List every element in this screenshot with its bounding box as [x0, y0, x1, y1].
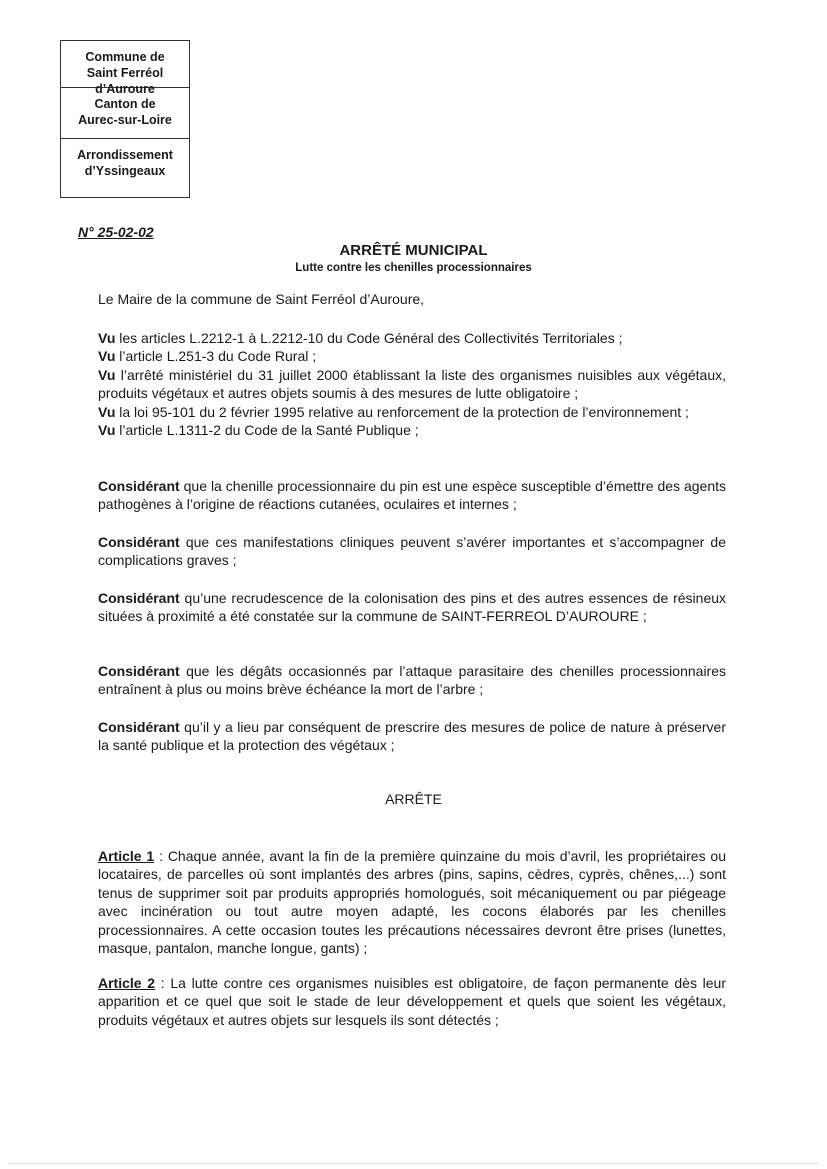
- article-paragraph: [98, 847, 726, 957]
- considerant-text: que ces manifestations cliniques peuvent s’avérer importantes et s’accompagner de complications graves ;: [98, 534, 727, 569]
- canton-cell: Canton de Aurec-sur-Loire: [61, 88, 189, 139]
- document-title: ARRÊTÉ MUNICIPAL: [339, 242, 488, 259]
- administrative-header-box: [60, 40, 190, 198]
- vu-item: [98, 403, 726, 421]
- vu-item: [98, 347, 726, 365]
- article-label: Article 1: [98, 848, 155, 864]
- considerant-paragraph: [98, 662, 726, 699]
- article-label: Article 2: [98, 975, 156, 991]
- considerant-keyword: Considérant: [98, 719, 180, 735]
- considerant-paragraph: [98, 477, 726, 514]
- considerant-keyword: Considérant: [98, 590, 180, 606]
- vu-keyword: Vu: [98, 330, 116, 346]
- vu-item: [98, 329, 726, 347]
- arrondissement-cell: Arrondissement d’Yssingeaux: [77, 148, 173, 178]
- vu-item: [98, 421, 726, 439]
- vu-text: l’arrêté ministériel du 31 juillet 2000 établissant la liste des organismes nuisibles aux végétaux, produits végétaux et autres objets soumis à des mesures de lutte obligatoire ;: [98, 366, 727, 402]
- vu-keyword: Vu: [98, 366, 116, 383]
- considerant-keyword: Considérant: [98, 478, 180, 494]
- vu-keyword: Vu: [98, 422, 116, 439]
- article-paragraph: [98, 974, 726, 1029]
- article-text: La lutte contre ces organismes nuisibles est obligatoire, de façon permanente dès leur apparition et ce quel que soit le stade de leur développement et quels que soient les végétaux, produits végétaux et autres objets sur lesquels ils sont détectés ;: [98, 975, 726, 1028]
- article-text: Chaque année, avant la fin de la première quinzaine du mois d’avril, les propriétaires ou locataires, de parcelles où sont implantés des arbres (pins, sapins, cèdres, cyprès, chênes,...) sont tenus de supprimer soit par produits appropriés homologués, soit mécaniquement ou par piégeage avec incinération ou tout autre moyen adapté, les cocons élaborés par les chenilles processionnaires. A cette occasion toutes les précautions nécessaires devront être prises (lunettes, masque, pantalon, manche longue, gants) ;: [98, 848, 727, 957]
- considerant-text: que la chenille processionnaire du pin est une espèce susceptible d’émettre des agents pathogènes à l’origine de réactions cutanées, oculaires et internes ;: [98, 478, 726, 513]
- vu-list: [98, 329, 726, 439]
- vu-text: les articles L.2212-1 à L.2212-10 du Code Général des Collectivités Territoriales ;: [119, 330, 623, 346]
- intro-paragraph: Le Maire de la commune de Saint Ferréol d’Auroure,: [98, 291, 425, 307]
- vu-text: la loi 95-101 du 2 février 1995 relative au renforcement de la protection de l’environnement ;: [119, 403, 689, 420]
- vu-item: [98, 366, 726, 403]
- considerant-keyword: Considérant: [98, 663, 180, 679]
- vu-text: l’article L.251-3 du Code Rural ;: [119, 348, 317, 365]
- vu-text: l’article L.1311-2 du Code de la Santé Publique ;: [119, 422, 419, 439]
- document-subtitle: Lutte contre les chenilles processionnaires: [295, 262, 532, 274]
- commune-cell: Commune de Saint Ferréol d’Auroure: [61, 41, 189, 88]
- considerant-paragraph: [98, 589, 726, 626]
- considerant-text: que les dégâts occasionnés par l’attaque parasitaire des chenilles processionnaires entraînent à plus ou moins brève échéance la mort de l’arbre ;: [98, 663, 727, 698]
- article-separator: :: [154, 848, 168, 864]
- considerant-text: qu’il y a lieu par conséquent de prescrire des mesures de police de nature à préserver la santé publique et la protection des végétaux ;: [98, 719, 727, 754]
- page-bottom-rule: [8, 1163, 819, 1164]
- considerant-paragraph: [98, 718, 726, 755]
- considerant-keyword: Considérant: [98, 534, 180, 550]
- vu-keyword: Vu: [98, 403, 116, 420]
- vu-keyword: Vu: [98, 348, 116, 365]
- arrete-heading: ARRÊTE: [385, 791, 442, 807]
- article-separator: :: [155, 975, 171, 991]
- decree-number: N° 25-02-02: [78, 224, 154, 240]
- considerant-text: qu’une recrudescence de la colonisation des pins et des autres essences de résineux situées à proximité a été constatée sur la commune de SAINT-FERREOL D’AUROURE ;: [98, 590, 727, 625]
- considerant-paragraph: [98, 533, 726, 570]
